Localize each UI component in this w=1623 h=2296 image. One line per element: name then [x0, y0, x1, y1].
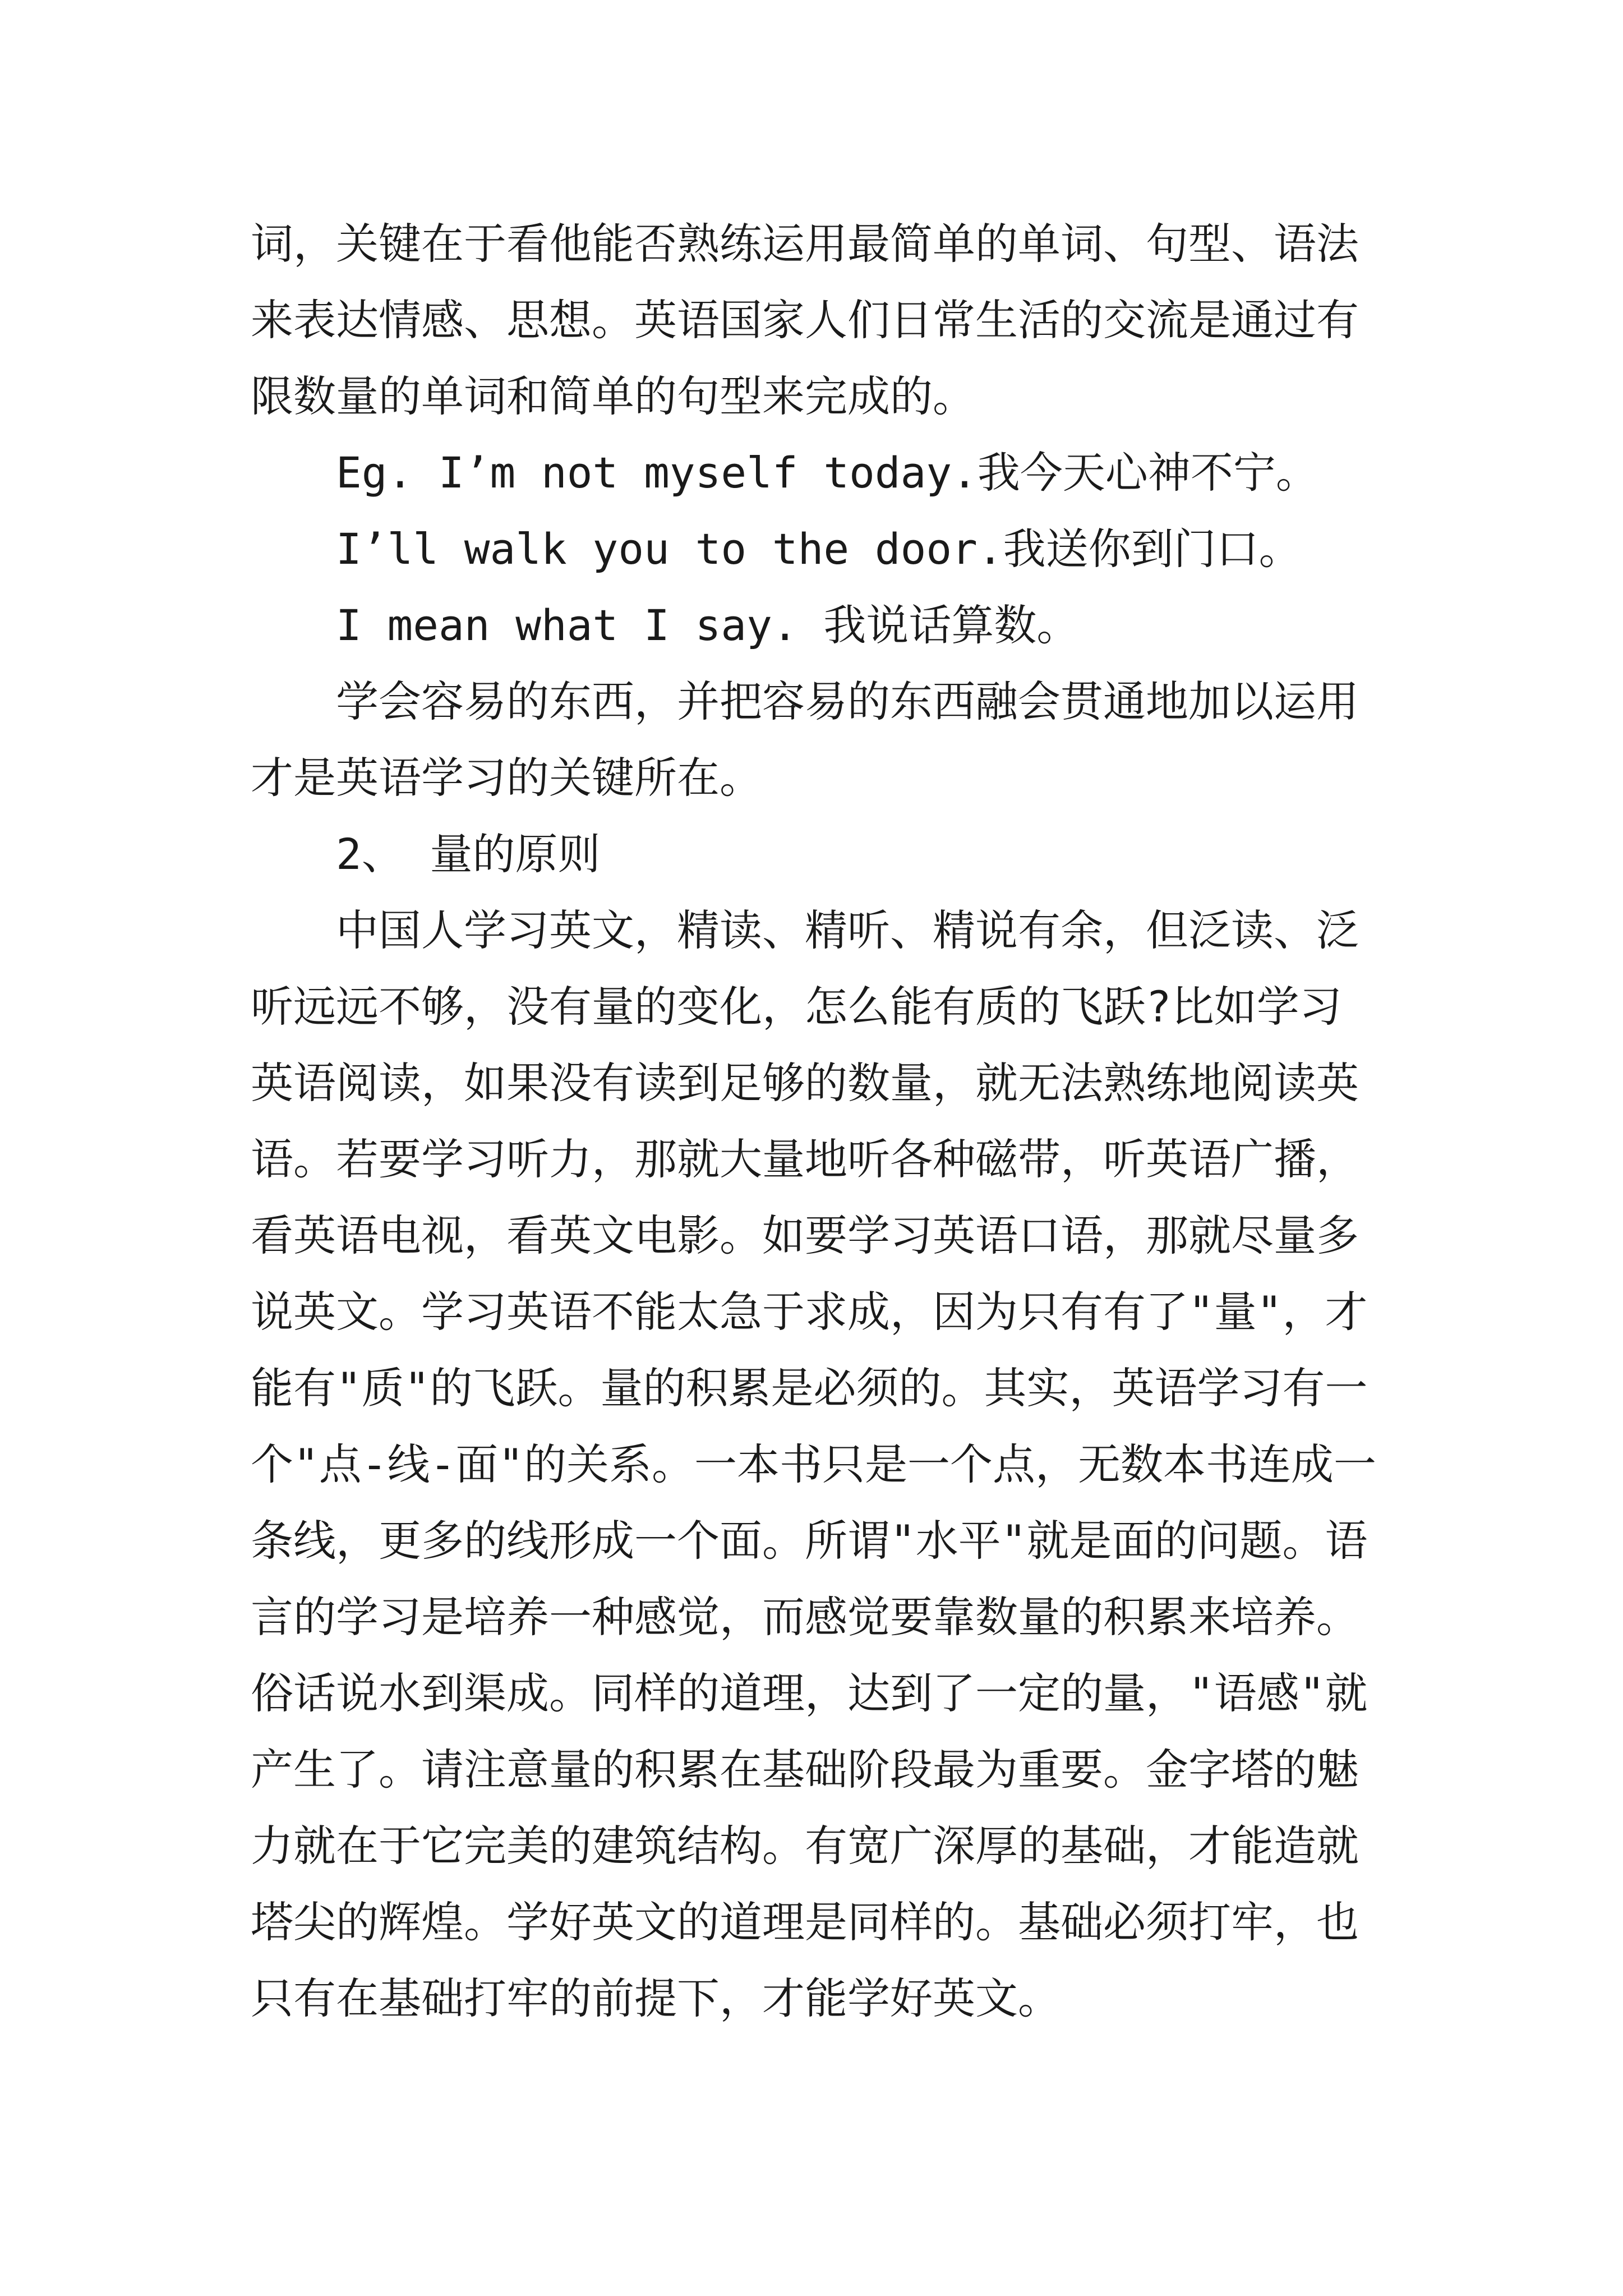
text-line: 才是英语学习的关键所在。 — [251, 753, 762, 803]
document-body — [251, 206, 1389, 2037]
text-line: 来表达情感、思想。英语国家人们日常生活的交流是通过有 — [251, 295, 1359, 345]
text-line: 说英文。学习英语不能太急于求成，因为只有有了"量"，才 — [251, 1287, 1368, 1337]
text-line: 言的学习是培养一种感觉，而感觉要靠数量的积累来培养。 — [251, 1592, 1359, 1642]
text-line: 语。若要学习听力，那就大量地听各种磁带，听英语广播， — [251, 1134, 1359, 1184]
text-line: 限数量的单词和简单的句型来完成的。 — [251, 371, 975, 421]
example-line: Eg. I’m not myself today.我今天心神不宁。 — [336, 448, 1318, 498]
text-line: 英语阅读，如果没有读到足够的数量，就无法熟练地阅读英 — [251, 1058, 1359, 1108]
section-heading: 2、 量的原则 — [336, 829, 601, 879]
text-line: 条线，更多的线形成一个面。所谓"水平"就是面的问题。语 — [251, 1516, 1368, 1566]
text-line: 听远远不够，没有量的变化，怎么能有质的飞跃?比如学习 — [251, 982, 1342, 1032]
text-line: 学会容易的东西，并把容易的东西融会贯通地加以运用 — [336, 677, 1359, 726]
text-line: 力就在于它完美的建筑结构。有宽广深厚的基础，才能造就 — [251, 1821, 1359, 1871]
text-line: 词，关键在于看他能否熟练运用最简单的单词、句型、语法 — [251, 219, 1359, 269]
text-line: 只有在基础打牢的前提下，才能学好英文。 — [251, 1973, 1061, 2023]
text-line: 能有"质"的飞跃。量的积累是必须的。其实，英语学习有一 — [251, 1363, 1368, 1413]
example-line: I mean what I say. 我说话算数。 — [336, 600, 1080, 650]
text-line: 俗话说水到渠成。同样的道理，达到了一定的量，"语感"就 — [251, 1668, 1368, 1718]
text-line: 中国人学习英文，精读、精听、精说有余，但泛读、泛 — [336, 905, 1359, 955]
text-line: 塔尖的辉煌。学好英文的道理是同样的。基础必须打牢，也 — [251, 1897, 1359, 1947]
text-line: 产生了。请注意量的积累在基础阶段最为重要。金字塔的魅 — [251, 1745, 1359, 1795]
text-line: 个"点-线-面"的关系。一本书只是一个点，无数本书连成一 — [251, 1439, 1377, 1489]
example-line: I’ll walk you to the door.我送你到门口。 — [336, 524, 1302, 574]
text-line: 看英语电视，看英文电影。如要学习英语口语，那就尽量多 — [251, 1211, 1359, 1260]
